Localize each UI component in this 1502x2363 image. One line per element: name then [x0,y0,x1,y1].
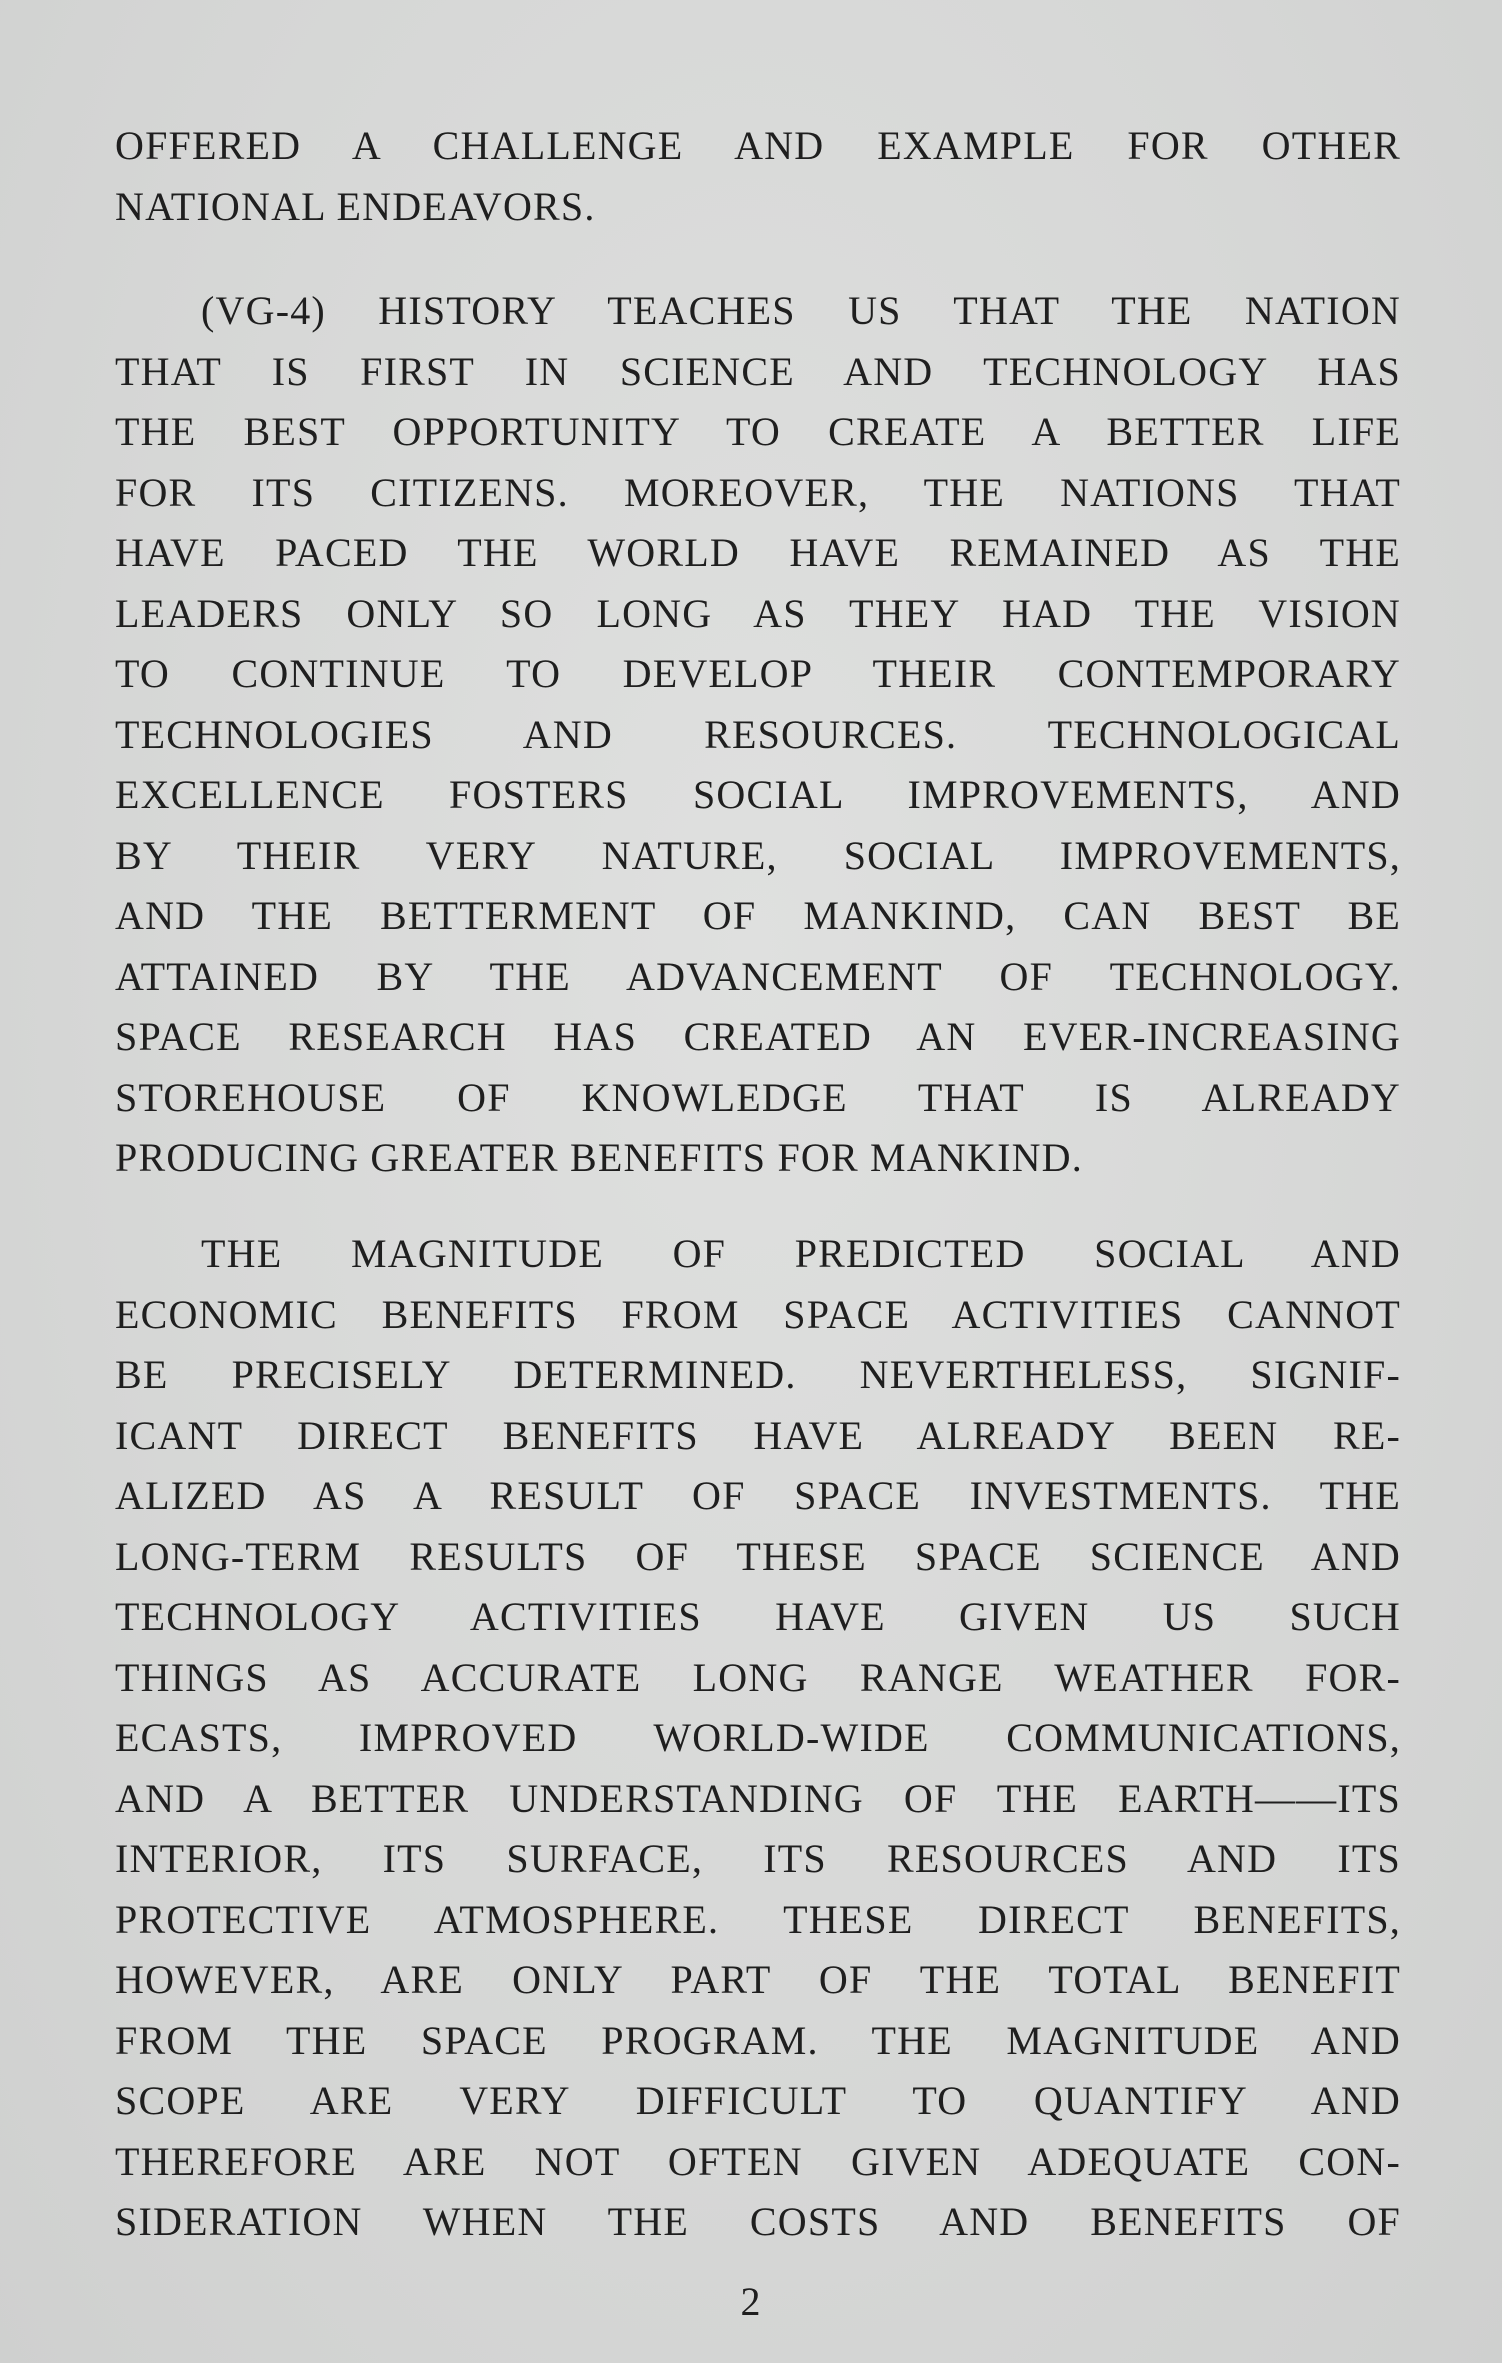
text-line: AND THE BETTERMENT OF MANKIND, CAN BEST BE [115,893,1401,938]
text-line: AND A BETTER UNDERSTANDING OF THE EARTH——ITS [115,1775,1401,1821]
text-line: HOWEVER, ARE ONLY PART OF THE TOTAL BENEFIT [115,1957,1401,2002]
text-line: HAVE PACED THE WORLD HAVE REMAINED AS THE [115,530,1401,575]
text-line: TECHNOLOGY ACTIVITIES HAVE GIVEN US SUCH [115,1594,1401,1639]
text-line: PRODUCING GREATER BENEFITS FOR MANKIND. [115,1135,1083,1180]
text-line: OFFERED A CHALLENGE AND EXAMPLE FOR OTHER [115,123,1401,168]
text-line: BE PRECISELY DETERMINED. NEVERTHELESS, SIGNIF- [115,1352,1401,1397]
text-line: ALIZED AS A RESULT OF SPACE INVESTMENTS. THE [115,1473,1401,1518]
text-line: THAT IS FIRST IN SCIENCE AND TECHNOLOGY HAS [115,348,1401,394]
text-line: ECONOMIC BENEFITS FROM SPACE ACTIVITIES CANNOT [115,1291,1401,1337]
text-line: THE BEST OPPORTUNITY TO CREATE A BETTER LIFE [115,409,1401,454]
text-line: THEREFORE ARE NOT OFTEN GIVEN ADEQUATE CON- [115,2138,1401,2184]
page-number: 2 [740,2279,762,2324]
text-line: (VG-4) HISTORY TEACHES US THAT THE NATION [201,288,1401,333]
text-line: SPACE RESEARCH HAS CREATED AN EVER-INCREASING [115,1014,1401,1059]
text-line: LEADERS ONLY SO LONG AS THEY HAD THE VISION [115,590,1401,636]
paragraph-3 [115,1224,1401,2253]
text-line: BY THEIR VERY NATURE, SOCIAL IMPROVEMENTS, [115,832,1401,878]
text-line: ICANT DIRECT BENEFITS HAVE ALREADY BEEN RE- [115,1412,1401,1458]
text-line: FOR ITS CITIZENS. MOREOVER, THE NATIONS THAT [115,469,1401,515]
text-line: THINGS AS ACCURATE LONG RANGE WEATHER FOR- [115,1654,1401,1700]
text-line: ATTAINED BY THE ADVANCEMENT OF TECHNOLOGY. [115,953,1401,999]
text-line: TO CONTINUE TO DEVELOP THEIR CONTEMPORARY [115,651,1401,696]
text-line: INTERIOR, ITS SURFACE, ITS RESOURCES AND ITS [115,1836,1401,1881]
text-line: FROM THE SPACE PROGRAM. THE MAGNITUDE AND [115,2017,1401,2063]
paragraph-2 [115,281,1401,1189]
text-line: LONG-TERM RESULTS OF THESE SPACE SCIENCE AND [115,1533,1401,1579]
text-line: ECASTS, IMPROVED WORLD-WIDE COMMUNICATIONS, [115,1715,1401,1760]
text-line: SCOPE ARE VERY DIFFICULT TO QUANTIFY AND [115,2078,1401,2123]
text-line: THE MAGNITUDE OF PREDICTED SOCIAL AND [201,1231,1401,1276]
text-line: TECHNOLOGIES AND RESOURCES. TECHNOLOGICAL [115,711,1401,757]
paragraph-1 [115,116,1401,237]
text-line: SIDERATION WHEN THE COSTS AND BENEFITS OF [115,2199,1401,2244]
text-line: STOREHOUSE OF KNOWLEDGE THAT IS ALREADY [115,1074,1401,1120]
text-line: EXCELLENCE FOSTERS SOCIAL IMPROVEMENTS, AND [115,772,1401,817]
text-line: PROTECTIVE ATMOSPHERE. THESE DIRECT BENEFITS, [115,1896,1401,1942]
text-line: NATIONAL ENDEAVORS. [115,183,596,229]
